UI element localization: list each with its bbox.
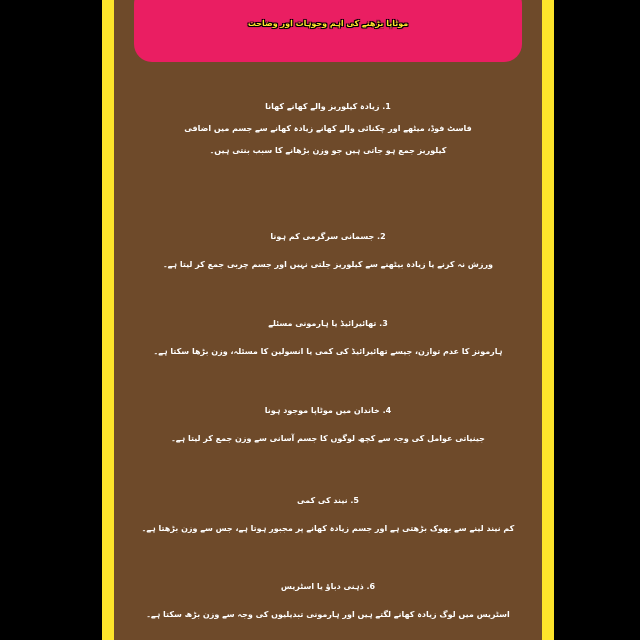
section-heading: 2. جسمانی سرگرمی کم ہونا: [270, 232, 386, 241]
section-text: کم نیند لینے سے بھوک بڑھتی ہے اور جسم زیادہ کھانے پر مجبور ہوتا ہے، جس سے وزن بڑھتا ہے۔: [141, 524, 515, 533]
section-text: اسٹریس میں لوگ زیادہ کھانے لگتے ہیں اور ہارمونی تبدیلیوں کی وجہ سے وزن بڑھ سکتا ہے۔: [146, 610, 510, 619]
page-title: موٹاپا بڑھنے کی اہم وجوہات اور وضاحت: [247, 19, 409, 28]
section-text: ورزش نہ کرنے یا زیادہ بیٹھنے سے کیلوریز جلتی نہیں اور جسم چربی جمع کر لیتا ہے۔: [162, 260, 494, 269]
section-text: جینیاتی عوامل کی وجہ سے کچھ لوگوں کا جسم آسانی سے وزن جمع کر لیتا ہے۔: [171, 434, 485, 443]
section-heading: 1. زیادہ کیلوریز والے کھانے کھانا: [265, 102, 391, 111]
section-4: [114, 400, 542, 450]
content-panel: [114, 0, 542, 640]
section-text: کیلوریز جمع ہو جاتی ہیں جو وزن بڑھانے کا سبب بنتی ہیں۔: [209, 146, 447, 155]
section-3: [114, 313, 542, 363]
section-1: [114, 96, 542, 162]
section-heading: 3. تھائیرائیڈ یا ہارمونی مسئلے: [268, 319, 388, 328]
section-text: فاسٹ فوڈ، میٹھے اور چکنائی والے کھانے زیادہ کھانے سے جسم میں اضافی: [184, 124, 472, 133]
section-2: [114, 226, 542, 276]
section-heading: 5. نیند کی کمی: [297, 496, 359, 505]
section-heading: 4. خاندان میں موٹاپا موجود ہونا: [264, 406, 392, 415]
section-5: [114, 490, 542, 540]
section-heading: 6. ذہنی دباؤ یا اسٹریس: [280, 582, 376, 591]
infographic-card: [102, 0, 554, 640]
section-text: ہارمونز کا عدم توازن، جیسے تھائیرائیڈ کی کمی یا انسولین کا مسئلہ، وزن بڑھا سکتا ہے۔: [153, 347, 503, 356]
section-6: [114, 576, 542, 626]
